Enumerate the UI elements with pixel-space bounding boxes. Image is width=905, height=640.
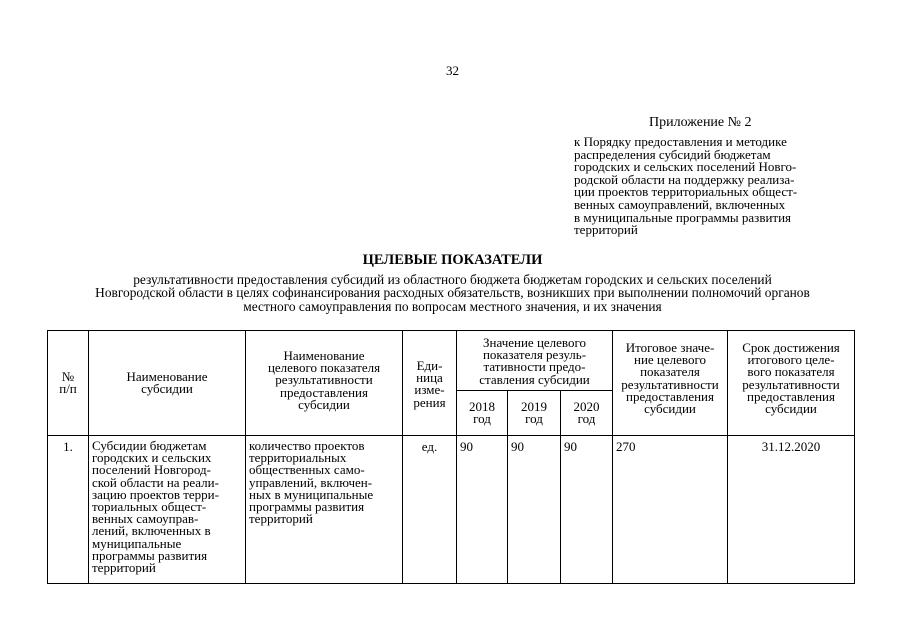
page-number: 32	[446, 63, 459, 78]
appendix-line: территорий	[574, 222, 638, 238]
row-value-2020: 90	[561, 436, 613, 584]
subtitle-line: Новгородской области в целях софинансирования расходных обязательств, возникших при выполнении полномочий органов	[95, 285, 810, 301]
row-number: 1.	[48, 436, 89, 584]
header-year-2018: 2018 год	[457, 391, 508, 436]
row-total-value: 270	[613, 436, 728, 584]
header-indicator-name: Наименование целевого показателя результативности предоставления субсидии	[246, 331, 403, 436]
appendix-title: Приложение № 2	[649, 115, 752, 130]
table-row	[48, 436, 855, 584]
header-deadline: Срок достижения итогового целе- вого показателя результативности предоставления субсидии	[728, 331, 855, 436]
row-unit: ед.	[403, 436, 457, 584]
document-subtitle	[20, 273, 885, 313]
appendix-line: в муниципальные программы развития	[574, 209, 792, 225]
header-total-value: Итоговое значе- ние целевого показателя результативности предоставления субсидии	[613, 331, 728, 436]
header-number: № п/п	[48, 331, 89, 436]
header-year-2019: 2019 год	[508, 391, 561, 436]
header-indicator-values: Значение целевого показателя резуль- тативности предо- ставления субсидии	[457, 331, 613, 391]
row-subsidy-name: Субсидии бюджетам городских и сельских поселений Новгород- ской области на реали- зацию проектов терри- ториальных общест- венных самоуправ- лений, включенных в муниципальные программы развития территорий	[89, 436, 246, 584]
row-value-2018: 90	[457, 436, 508, 584]
document-title: ЦЕЛЕВЫЕ ПОКАЗАТЕЛИ	[362, 252, 543, 268]
header-unit: Еди- ница изме- рения	[403, 331, 457, 436]
header-subsidy-name: Наименование субсидии	[89, 331, 246, 436]
header-year-2020: 2020 год	[561, 391, 613, 436]
appendix-line: распределения субсидий бюджетам	[574, 146, 771, 162]
appendix-line: городских и сельских поселений Новго-	[574, 159, 797, 175]
indicators-table	[47, 330, 855, 584]
row-deadline: 31.12.2020	[728, 436, 855, 584]
appendix-line: родской области на поддержку реализа-	[574, 171, 795, 187]
subtitle-line: местного самоуправления по вопросам местного значения, и их значения	[243, 298, 662, 314]
appendix-line: к Порядку предоставления и методике	[574, 134, 787, 149]
row-indicator-name: количество проектов территориальных общественных само- управлений, включен- ных в муниципальные программы развития территорий	[246, 436, 403, 584]
appendix-line: венных самоуправлений, включенных	[574, 196, 786, 212]
subtitle-line: результативности предоставления субсидий из областного бюджета бюджетам городских и сельских поселений	[133, 272, 772, 287]
appendix-line: ции проектов территориальных общест-	[574, 184, 798, 200]
row-value-2019: 90	[508, 436, 561, 584]
appendix-reference	[574, 136, 859, 237]
